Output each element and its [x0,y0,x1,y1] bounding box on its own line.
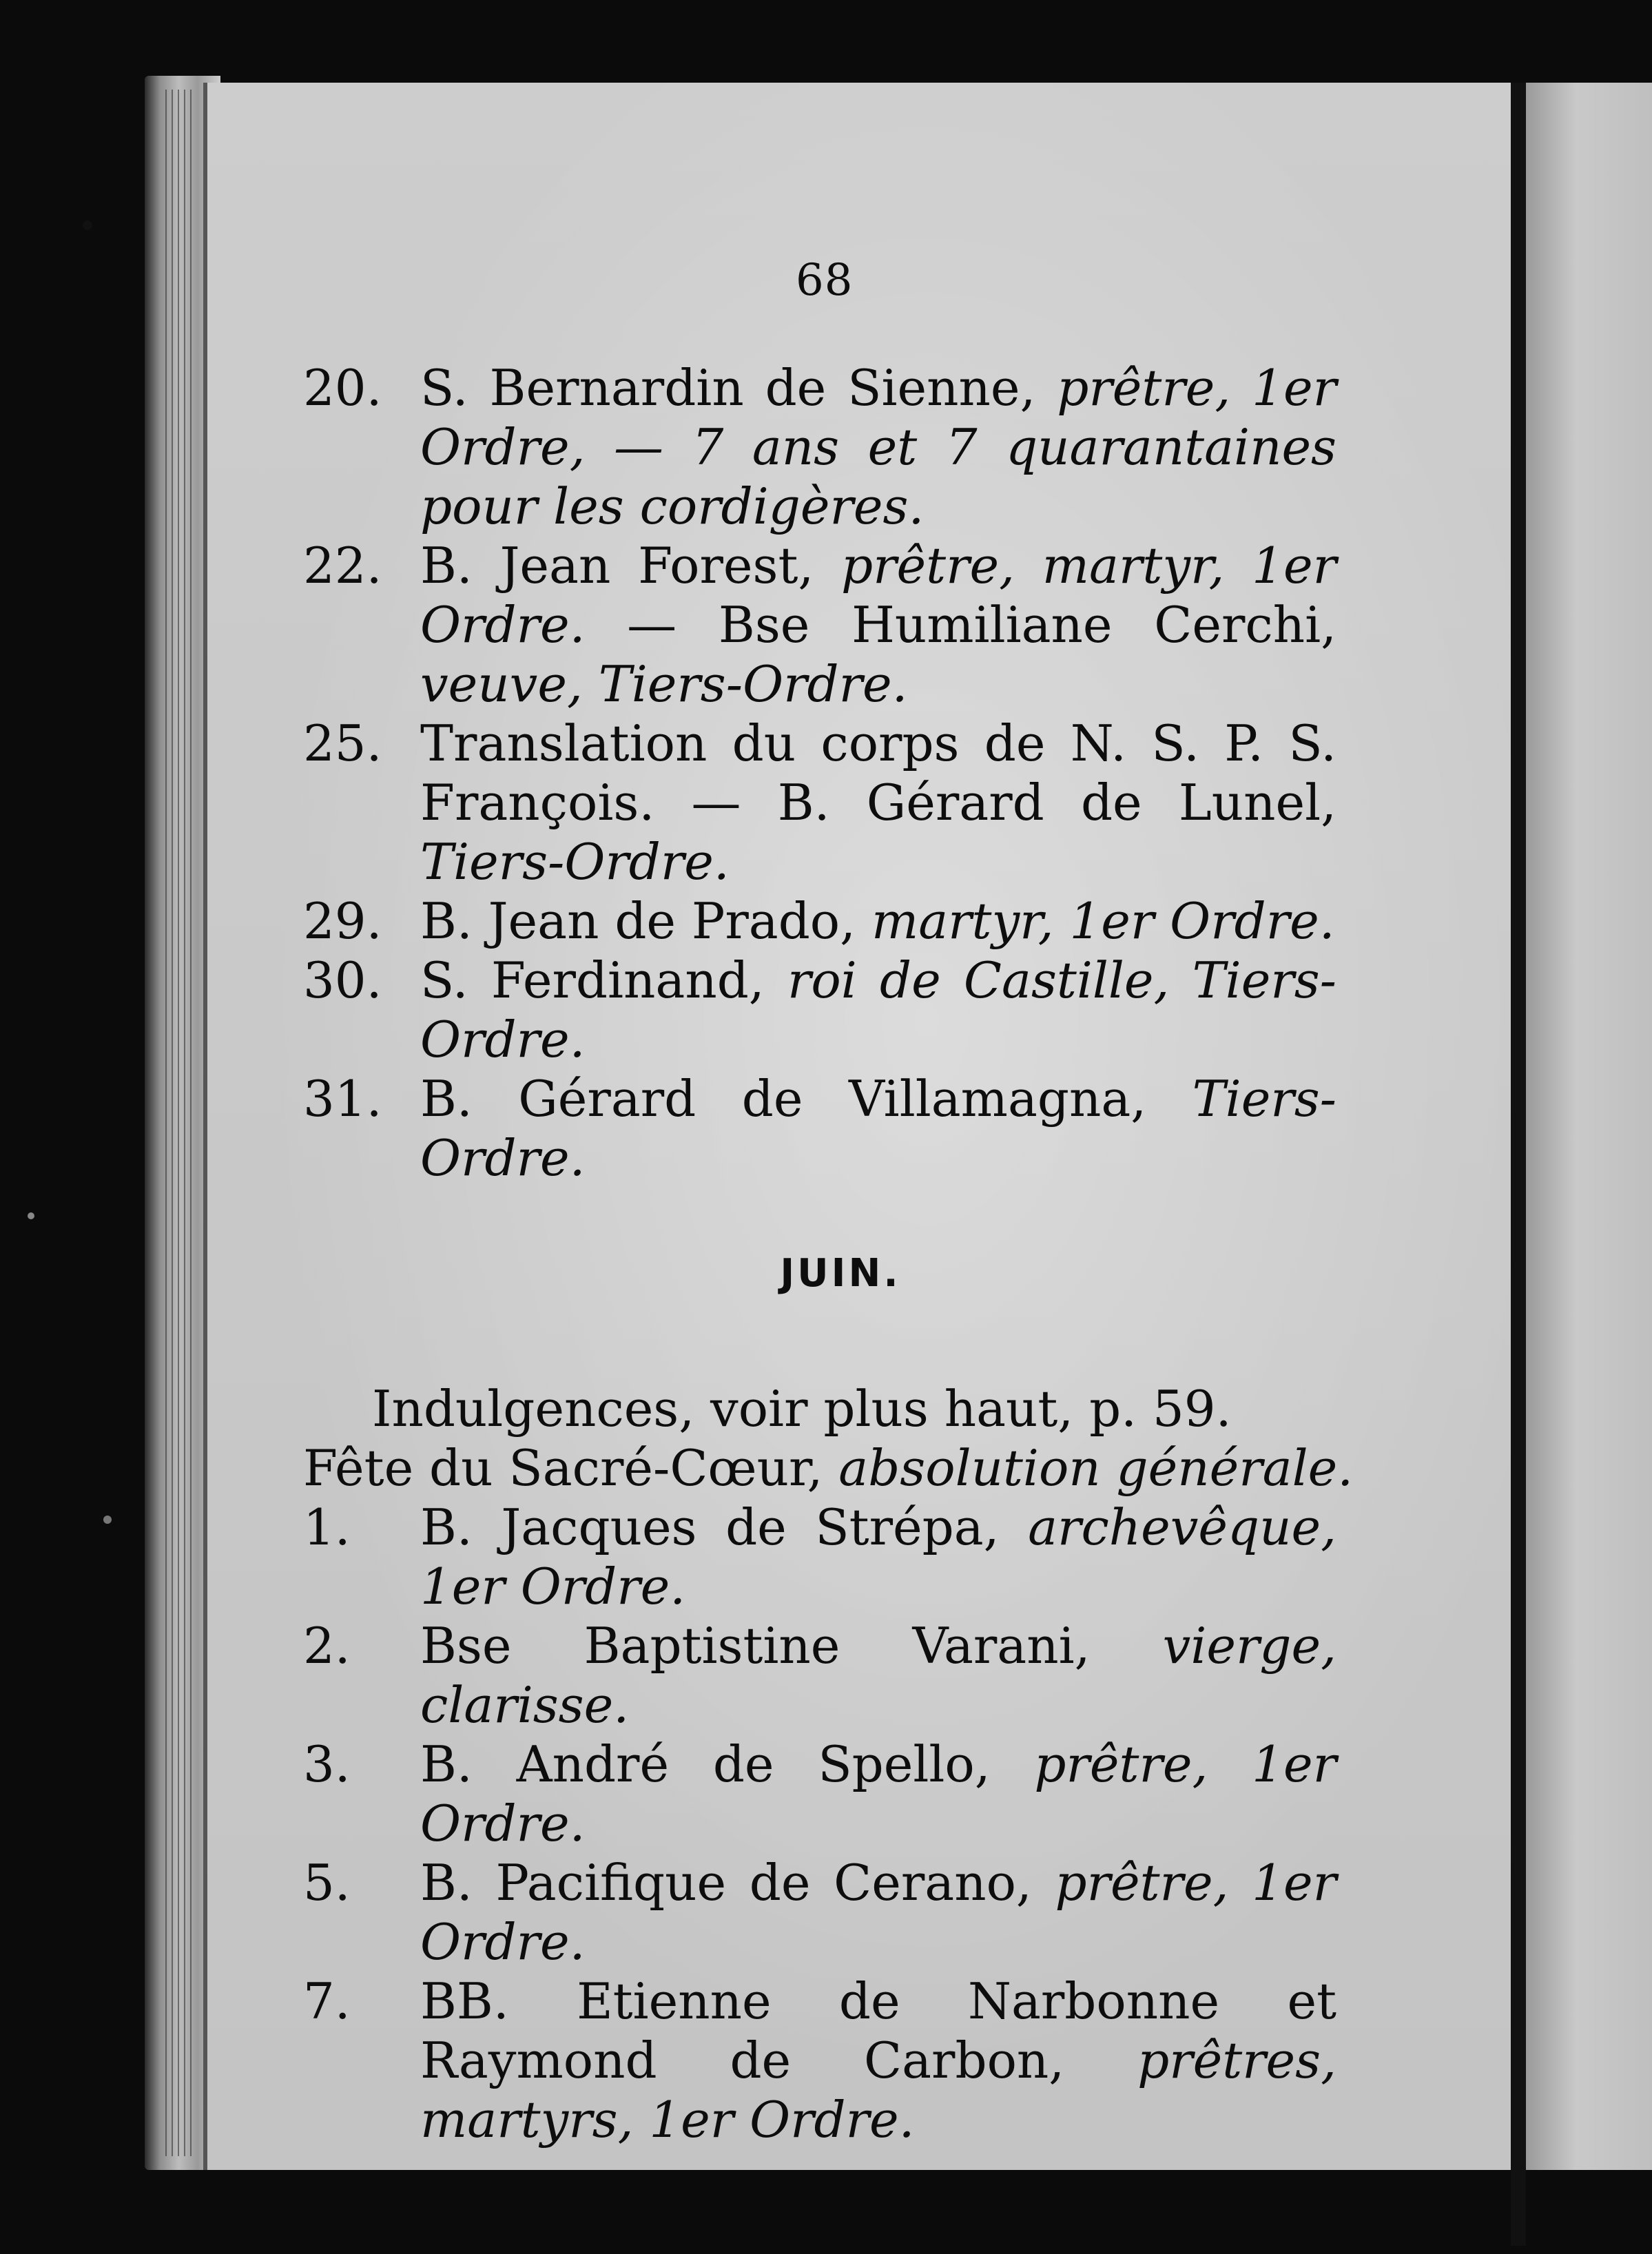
entry-day: 22. [303,537,382,594]
calendar-entry [303,951,1336,1069]
calendar-entry [303,714,1336,891]
entry-day: 1. [303,1498,351,1556]
entry-text: Bse Baptistine Varani, [420,1617,1163,1675]
entry-italic-text: Tiers-Ordre. [420,1070,1336,1187]
page-stack-lines [165,90,193,2156]
calendar-entry [303,536,1336,714]
feast-line [303,1438,1354,1498]
calendar-entry [303,1853,1336,1972]
scan-speck [83,220,92,230]
month-heading: JUIN. [780,1251,901,1296]
entry-italic-text: prêtres, martyrs, 1er Ordre. [420,2031,1336,2149]
entry-text: B. Jean de Prado, [420,892,871,950]
entry-day: 31. [303,1070,382,1128]
facing-page-edge [1526,83,1652,2170]
entry-text: BB. Etienne de Narbonne et Raymond de Carbon, [420,1972,1336,2089]
page-text [303,358,1354,2149]
calendar-entry [303,891,1336,951]
entry-italic-text: prêtre, 1er Ordre. [420,1735,1337,1852]
entry-italic-text: archevêque, 1er Ordre. [420,1498,1336,1615]
calendar-entry [303,1069,1336,1188]
calendar-entry [303,358,1336,536]
entry-text: S. Ferdinand, [420,951,787,1009]
calendar-entry [303,1735,1336,1853]
entry-italic-text: veuve, Tiers-Ordre. [420,655,908,713]
calendar-entry [303,1972,1336,2149]
calendar-entry [303,1616,1336,1735]
entry-text: B. Gérard de Villamagna, [420,1070,1192,1128]
entry-italic-text: Tiers-Ordre. [420,833,730,891]
entry-day: 30. [303,951,382,1009]
entry-text: B. André de Spello, [420,1735,1035,1793]
entry-day: 29. [303,892,382,950]
entry-day: 2. [303,1617,351,1675]
feast-text: Fête du Sacré-Cœur, [303,1439,839,1497]
calendar-entry [303,1498,1336,1616]
entry-italic-text: prêtre, 1er Ordre. [420,1854,1336,1971]
scan-speck [28,1212,34,1219]
entry-day: 20. [303,359,382,417]
entry-italic-text: vierge, clarisse. [420,1617,1336,1734]
entry-day: 7. [303,1972,351,2030]
entry-day: 25. [303,714,382,772]
entry-day: 5. [303,1854,351,1912]
book-gutter [1511,83,1526,2246]
scan-speck [103,1516,112,1524]
entry-text: Translation du corps de N. S. P. S. François. — B. Gérard de Lunel, [420,714,1336,831]
entry-text: B. Pacifique de Cerano, [420,1854,1055,1912]
entry-text: B. Jacques de Strépa, [420,1498,1029,1556]
page-number: 68 [796,255,854,306]
indulgences-line: Indulgences, voir plus haut, p. 59. [372,1380,1232,1438]
entry-day: 3. [303,1735,351,1793]
entry-text: — Bse Humiliane Cerchi, [585,596,1336,654]
entry-text: B. Jean Forest, [420,537,842,594]
entry-italic-text: roi de Castille, Tiers-Ordre. [420,951,1337,1068]
entry-italic-text: prêtre, martyr, 1er Ordre. [420,537,1337,654]
entry-text: S. Bernardin de Sienne, [420,359,1057,417]
entry-italic-text: martyr, 1er Ordre. [871,892,1335,950]
entry-italic-text: prêtre, 1er Ordre, — 7 ans et 7 quarantaines pour les cordigères. [420,359,1336,535]
feast-italic-text: absolution générale. [838,1439,1354,1497]
